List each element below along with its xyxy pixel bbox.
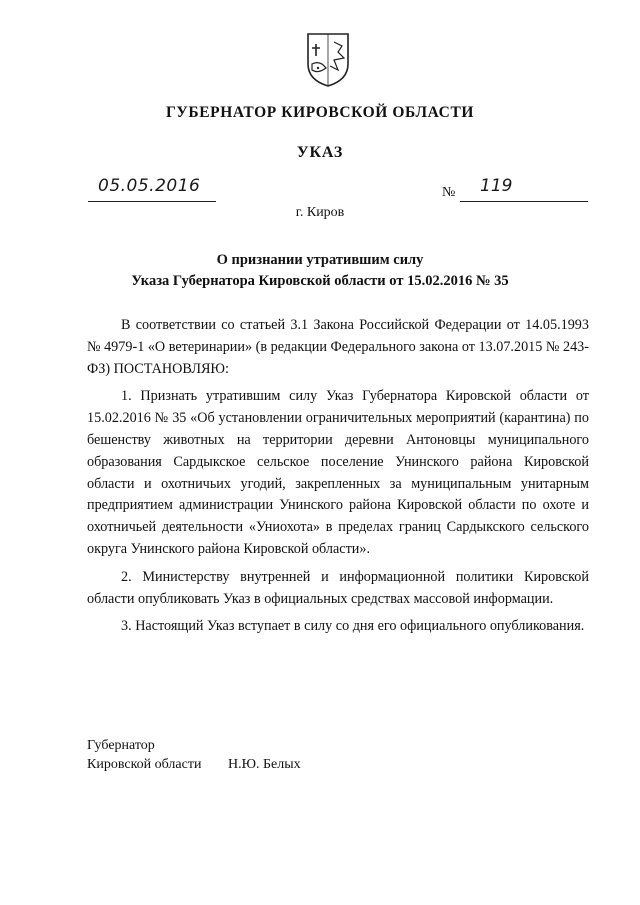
signatory-title: Губернатор: [87, 738, 155, 753]
document-body: [87, 315, 589, 644]
item-paragraph-3: 3. Настоящий Указ вступает в силу со дня его официального опубликования.: [121, 618, 585, 635]
document-title: [60, 250, 580, 292]
number-label: №: [442, 185, 456, 200]
signatory-name: Н.Ю. Белых: [228, 757, 301, 772]
kirov-oblast-coat-of-arms-icon: [304, 30, 352, 88]
preamble-paragraph: В соответствии со статьей 3.1 Закона Российской Федерации от 14.05.1993 № 4979-1 «О ветеринарии» (в редакции Федерального закона от 13.07.2015 № 243-ФЗ) ПОСТАНОВЛЯЮ:: [87, 317, 589, 377]
document-type-heading: УКАЗ: [296, 144, 344, 161]
title-line-2: Указа Губернатора Кировской области от 15.02.2016 № 35: [131, 273, 509, 289]
city-label: г. Киров: [295, 205, 345, 220]
item-paragraph-2: 2. Министерству внутренней и информационной политики Кировской области опубликовать Указ в официальных средствах массовой информации.: [87, 568, 589, 607]
signatory-organization: Кировской области: [87, 757, 202, 772]
document-number: 119: [480, 176, 513, 196]
document-date: 05.05.2016: [98, 176, 201, 196]
organization-heading: ГУБЕРНАТОР КИРОВСКОЙ ОБЛАСТИ: [165, 104, 475, 121]
title-line-1: О признании утратившим силу: [216, 252, 424, 268]
item-paragraph-1: 1. Признать утратившим силу Указ Губернатора Кировской области от 15.02.2016 № 35 «Об установлении ограничительных мероприятий (карантина) по бешенству животных на территории деревни Антоновцы муниципального образования Сардыкское сельское поселение Унинского района Кировской области и охотничьих угодий, закрепленных за муниципальным унитарным предприятием администрации Унинского района Кировской области по охоте и охотничьей деятельности «Униохота» в пределах границ Сардыкского сельского округа Унинского района Кировской области».: [87, 388, 589, 557]
